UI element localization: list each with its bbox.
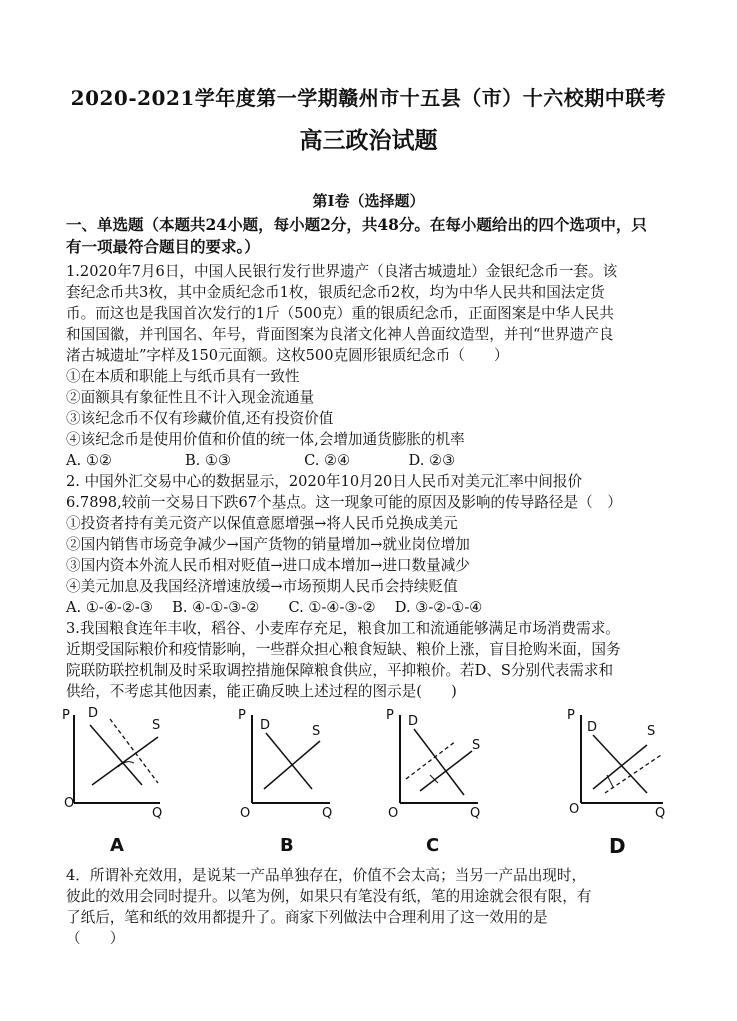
text-line: 1.2020年7月6日，中国人民银行发行世界遗产（良渚古城遗址）金银纪念币一套。该 — [66, 263, 618, 280]
option-line: ②面额具有象征性且不计入现金流通量 — [66, 389, 315, 406]
exam-subject: 高三政治试题 — [299, 127, 438, 154]
axis-p-label: P — [238, 708, 246, 723]
origin-label: O — [240, 806, 251, 821]
axis-p-label: P — [567, 708, 575, 723]
supply-label: S — [647, 724, 656, 739]
option-line: ①投资者持有美元资产以保值意愿增强→将人民币兑换成美元 — [66, 515, 458, 532]
supply-label: S — [152, 718, 161, 733]
text-line: （ ） — [66, 930, 125, 947]
text-line: 6.7898,较前一交易日下跌67个基点。这一现象可能的原因及影响的传导路径是（ ） — [66, 494, 622, 511]
text-line: 近期受国际粮价和疫情影响，一些群众担心粮食短缺、粮价上涨，盲目抢购米面，国务 — [66, 641, 621, 658]
demand-label: D — [260, 718, 271, 733]
graph-label: C — [426, 835, 440, 856]
supply-label: S — [472, 738, 481, 753]
section-heading: 第Ⅰ卷（选择题） — [312, 192, 425, 210]
answer-choices: A. ①② B. ①③ C. ②④ D. ②③ — [66, 452, 456, 469]
text-line: 2. 中国外汇交易中心的数据显示，2020年10月20日人民币对美元汇率中间报价 — [66, 473, 583, 490]
exam-title: 2020-2021学年度第一学期赣州市十五县（市）十六校期中联考 — [70, 86, 667, 110]
text-line: 供给，不考虑其他因素，能正确反映上述过程的图示是( ) — [66, 683, 457, 700]
axis-q-label: Q — [470, 806, 481, 821]
option-line: ①在本质和职能上与纸币具有一致性 — [66, 368, 300, 385]
text-line: 院联防联控机制及时采取调控措施保障粮食供应，平抑粮价。若D、S分别代表需求和 — [66, 662, 614, 679]
graph-label: D — [609, 834, 626, 858]
text-line: 彼此的效用会同时提升。以笔为例，如果只有笔没有纸，笔的用途就会很有限，有 — [66, 888, 592, 905]
text-line: 套纪念币共3枚，其中金质纪念币1枚，银质纪念币2枚，均为中华人民共和国法定货 — [66, 284, 605, 301]
demand-label: D — [408, 714, 419, 729]
demand-label: D — [88, 706, 99, 721]
instruction-line: 一、单选题（本题共24小题，每小题2分，共48分。在每小题给出的四个选项中，只 — [66, 215, 647, 234]
option-line: ②国内销售市场竞争减少→国产货物的销量增加→就业岗位增加 — [66, 536, 470, 553]
text-line: 了纸后，笔和纸的效用都提升了。商家下列做法中合理利用了这一效用的是 — [66, 909, 548, 926]
graph-label: B — [280, 835, 294, 856]
instruction-line: 有一项最符合题目的要求。） — [66, 237, 260, 256]
origin-label: O — [569, 802, 580, 817]
axis-q-label: Q — [655, 806, 666, 821]
axis-p-label: P — [386, 708, 394, 723]
option-line: ③该纪念币不仅有珍藏价值,还有投资价值 — [66, 410, 334, 427]
origin-label: O — [64, 796, 75, 811]
supply-label: S — [312, 724, 321, 739]
text-line: 3.我国粮食连年丰收，稻谷、小麦库存充足，粮食加工和流通能够满足市场消费需求。 — [66, 620, 620, 637]
graph-a — [62, 705, 167, 855]
option-line: ③国内资本外流人民币相对贬值→进口成本增加→进口数量减少 — [66, 557, 470, 574]
graph-d — [565, 705, 670, 858]
answer-choices: A. ①-④-②-③ B. ④-①-③-② C. ①-④-③-② D. ③-②-①-④ — [66, 599, 483, 616]
option-line: ④该纪念币是使用价值和价值的统一体,会增加通货膨胀的机率 — [66, 431, 465, 448]
graph-c — [380, 705, 485, 855]
option-line: ④美元加息及我国经济增速放缓→市场预期人民币会持续贬值 — [66, 578, 458, 595]
graph-label: A — [110, 835, 124, 856]
text-line: 渚古城遗址”字样及150元面额。这枚500克圆形银质纪念币（ ） — [66, 347, 509, 364]
axis-p-label: P — [62, 708, 70, 723]
axis-q-label: Q — [322, 806, 333, 821]
text-line: 4．所谓补充效用，是说某一产品单独存在，价值不会太高；当另一产品出现时， — [66, 867, 587, 884]
graph-b — [232, 705, 337, 855]
origin-label: O — [388, 806, 399, 821]
text-line: 币。而这也是我国首次发行的1斤（500克）重的银质纪念币，正面图案是中华人民共 — [66, 305, 614, 322]
demand-label: D — [587, 720, 598, 735]
text-line: 和国国徽，并刊国名、年号，背面图案为良渚文化神人兽面纹造型，并刊“世界遗产良 — [66, 326, 614, 343]
axis-q-label: Q — [152, 806, 163, 821]
